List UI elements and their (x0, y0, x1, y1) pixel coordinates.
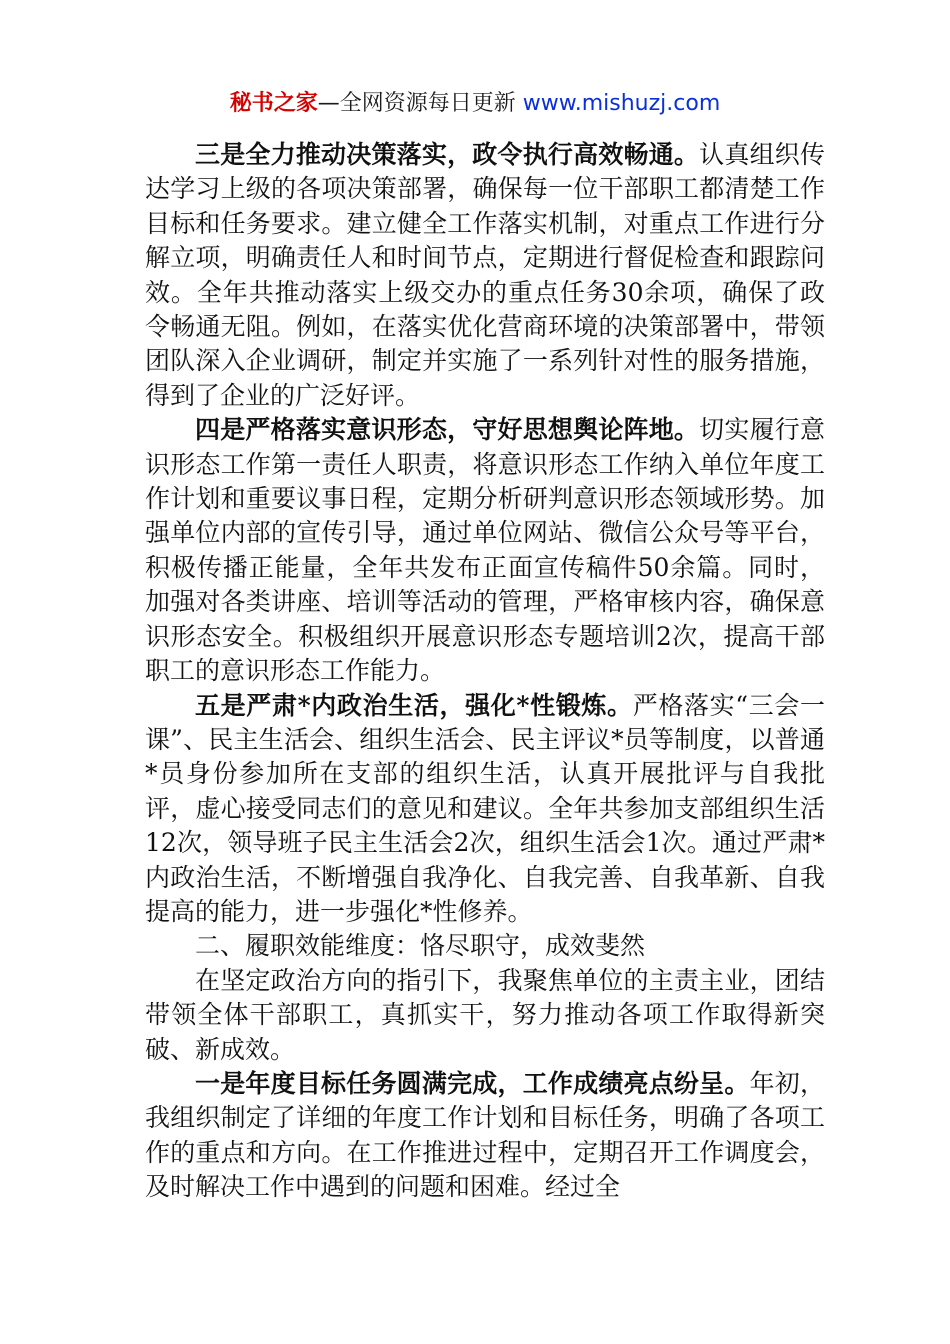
paragraph-text: 切实履行意识形态工作第一责任人职责，将意识形态工作纳入单位年度工作计划和重要议事日程，定期分析研判意识形态领域形势。加强单位内部的宣传引导，通过单位网站、微信公众号等平台，积极传播正能量，全年共发布正面宣传稿件50余篇。同时，加强对各类讲座、培训等活动的管理，严格审核内容，确保意识形态安全。积极组织开展意识形态专题培训2次，提高干部职工的意识形态工作能力。 (145, 415, 825, 686)
paragraph-text: 严格落实“三会一课”、民主生活会、组织生活会、民主评议*员等制度，以普通*员身份参加所在支部的组织生活，认真开展批评与自我批评，虚心接受同志们的意见和建议。全年共参加支部组织生活12次，领导班子民主生活会2次，组织生活会1次。通过严肃*内政治生活，不断增强自我净化、自我完善、自我革新、自我提高的能力，进一步强化*性修养。 (145, 690, 825, 926)
brand-name: 秘书之家 (229, 91, 318, 116)
site-url-link[interactable]: www.mishuzj.com (522, 91, 721, 116)
paragraph-text: 年初，我组织制定了详细的年度工作计划和目标任务，明确了各项工作的重点和方向。在工作推进过程中，定期召开工作调度会，及时解决工作中遇到的问题和困难。经过全 (145, 1068, 825, 1202)
section-heading: 二、履职效能维度：恪尽职守，成效斐然 (195, 931, 646, 961)
header-tagline: —全网资源每日更新 (317, 91, 523, 116)
paragraph-lead: 五是严肃*内政治生活，强化*性锻炼。 (195, 690, 633, 720)
paragraph-5 (145, 689, 825, 930)
paragraph-text: 认真组织传达学习上级的各项决策部署，确保每一位干部职工都清楚工作目标和任务要求。建立健全工作落实机制，对重点工作进行分解立项，明确责任人和时间节点，定期进行督促检查和跟踪问效。全年共推动落实上级交办的重点任务30余项，确保了政令畅通无阻。例如，在落实优化营商环境的决策部署中，带领团队深入企业调研，制定并实施了一系列针对性的服务措施，得到了企业的广泛好评。 (145, 140, 825, 410)
paragraph-lead: 一是年度目标任务圆满完成，工作成绩亮点纷呈。 (195, 1068, 750, 1098)
intro-paragraph: 在坚定政治方向的指引下，我聚焦单位的主责主业，团结带领全体干部职工，真抓实干，努力推动各项工作取得新突破、新成效。 (145, 965, 825, 1064)
paragraph-lead: 四是严格落实意识形态，守好思想舆论阵地。 (195, 415, 700, 445)
watermark-header (0, 88, 950, 120)
paragraph-goal (145, 1067, 825, 1205)
document-body (145, 138, 825, 1205)
paragraph-3 (145, 138, 825, 413)
paragraph-4 (145, 413, 825, 688)
paragraph-lead: 三是全力推动决策落实，政令执行高效畅通。 (195, 140, 700, 169)
